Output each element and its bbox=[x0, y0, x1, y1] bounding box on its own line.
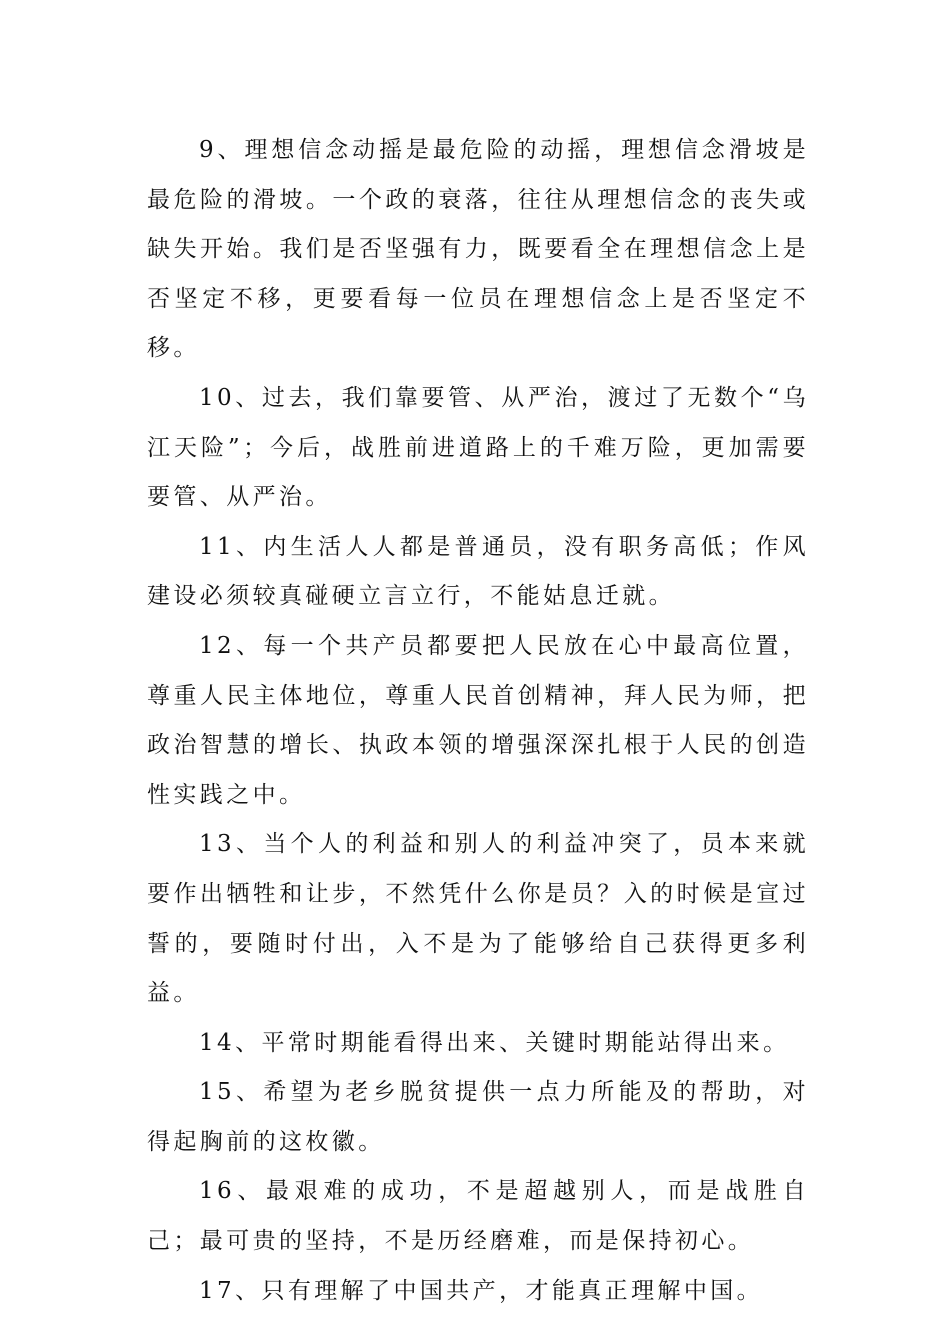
paragraph-10: 10、过去，我们靠要管、从严治，渡过了无数个“乌江天险”；今后，战胜前进道路上的千难万险，更加需要要管、从严治。 bbox=[147, 384, 809, 511]
document-body bbox=[147, 126, 809, 1316]
paragraph-16: 16、最艰难的成功，不是超越别人，而是战胜自己；最可贵的坚持，不是历经磨难，而是保持初心。 bbox=[147, 1178, 809, 1255]
paragraph-15: 15、希望为老乡脱贫提供一点力所能及的帮助，对得起胸前的这枚徽。 bbox=[147, 1079, 809, 1155]
paragraph-12: 12、每一个共产员都要把人民放在心中最高位置，尊重人民主体地位，尊重人民首创精神，拜人民为师，把政治智慧的增长、执政本领的增强深深扎根于人民的创造性实践之中。 bbox=[147, 632, 809, 808]
paragraph-17: 17、只有理解了中国共产，才能真正理解中国。 bbox=[199, 1277, 764, 1304]
paragraph-11: 11、内生活人人都是普通员，没有职务高低；作风建设必须较真碰硬立言立行，不能姑息迁就。 bbox=[147, 533, 809, 610]
paragraph-9: 9、理想信念动摇是最危险的动摇，理想信念滑坡是最危险的滑坡。一个政的衰落，往往从理想信念的丧失或缺失开始。我们是否坚强有力，既要看全在理想信念上是否坚定不移，更要看每一位员在理想信念上是否坚定不移。 bbox=[147, 137, 809, 362]
paragraph-13: 13、当个人的利益和别人的利益冲突了，员本来就要作出牺牲和让步，不然凭什么你是员？入的时候是宣过誓的，要随时付出，入不是为了能够给自己获得更多利益。 bbox=[147, 831, 809, 1007]
paragraph-14: 14、平常时期能看得出来、关键时期能站得出来。 bbox=[199, 1029, 790, 1056]
